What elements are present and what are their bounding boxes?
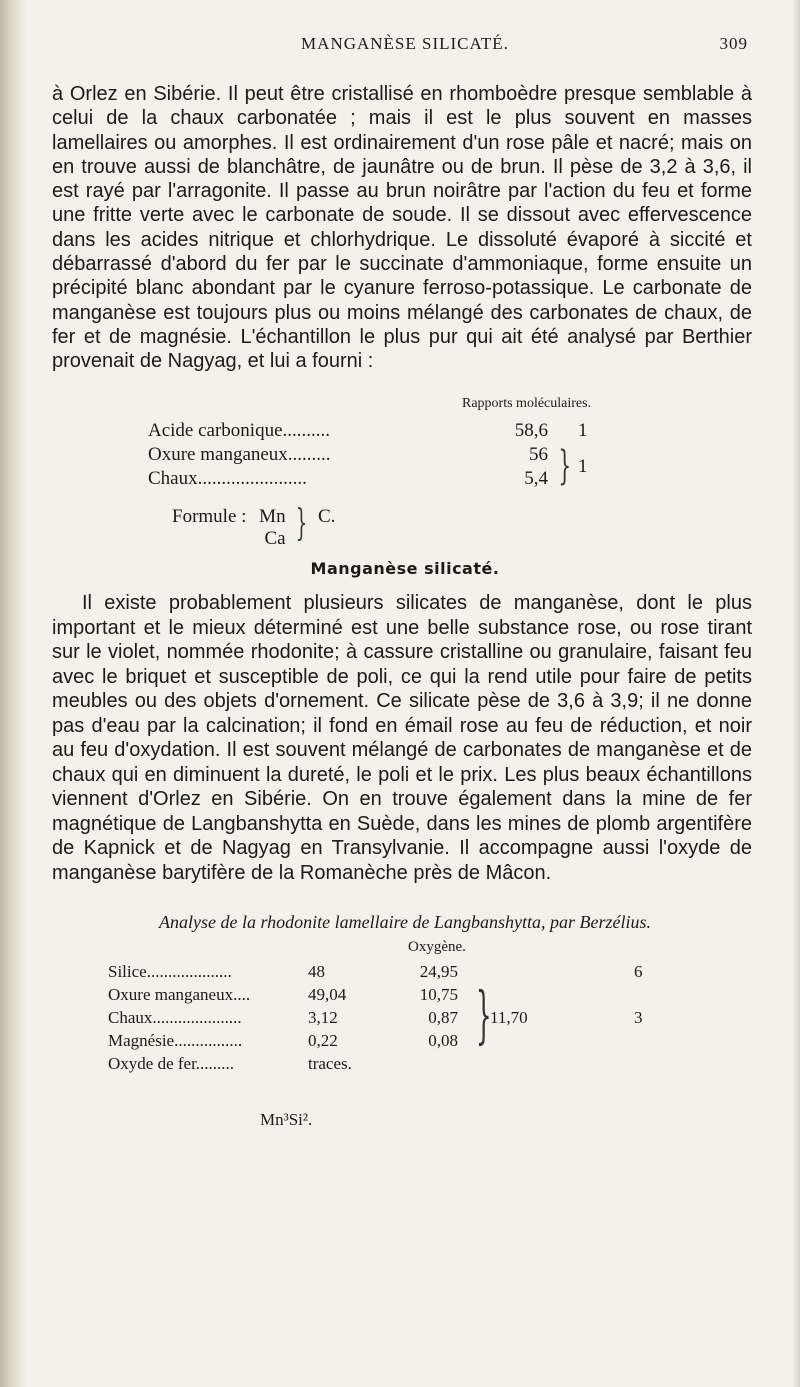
bases-sum: 11,70 [490,1008,528,1027]
molecular-formula [172,503,336,550]
formula-bottom: Ca [264,528,286,549]
analysis-oxygen: 0,87 [428,1008,458,1027]
analysis-value: 0,22 [308,1031,338,1050]
composition-label: Chaux....................... [148,468,307,489]
composition-value: 5,4 [524,468,548,489]
analysis-label: Chaux..................... [108,1008,242,1027]
analysis-value: traces. [308,1054,352,1073]
page-edge-shadow [792,0,800,1387]
intro-paragraph-block [52,82,752,374]
formula-suffix: C. [317,506,336,527]
composition-ratio-shared: 1 [578,456,588,477]
main-paragraph-block [52,591,752,885]
main-paragraph: Il existe probablement plusieurs silicates de manganèse, dont le plus important et le mieux déterminé est une belle substance rose, ou rose tirant sur le violet, nommée rhodonite; à cassure cristalline ou granulaire, faisant feu avec le briquet et susceptible de poli, ce qui la rend utile pour faire de petits meubles ou des objets d'ornement. Ce silicate pèse de 3,6 à 3,9; il ne donne pas d'eau par la calcination; il fond en émail rose au feu de réduction, et noir au feu d'oxydation. Il est souvent mélangé de carbonates de manganèse et de chaux qui en diminuent la dureté, le poli et le prix. Les plus beaux échantillons viennent d'Orlez en Sibérie. On en trouve également dans la mine de fer magnétique de Langbanshytta en Suède, dans les mines de plomb argentifère de Kapnick et de Nagyag en Transylvanie. Il accompagne aussi l'oxyde de manganèse barytifère de la Romanèche près de Mâcon. [52,592,752,884]
composition-label: Oxure manganeux......... [148,444,331,465]
analysis-caption: Analyse de la rhodonite lamellaire de Langbanshytta, par Berzélius. [159,912,651,932]
formula-stack [259,506,285,550]
analysis-value: 3,12 [308,1008,338,1027]
formula-top: Mn [259,506,286,527]
analysis-label: Silice.................... [108,962,232,981]
composition-brace: } [558,443,572,489]
analysis-oxygen: 0,08 [428,1031,458,1050]
analysis-oxygen: 24,95 [419,962,458,981]
composition-column-header: Rapports moléculaires. [462,396,592,411]
composition-ratio: 1 [578,420,588,441]
intro-paragraph: à Orlez en Sibérie. Il peut être cristallisé en rhomboèdre presque semblable à celui de la chaux carbonatée ; mais il est le plus souvent en masses lamellaires ou amorphes. Il est ordinairement d'un rose pâle et nacré; mais on en trouve aussi de blanchâtre, de jaunâtre ou de brun. Il pèse de 3,2 à 3,6, il est rayé par l'arragonite. Il passe au brun noirâtre par l'action du feu et forme une fritte verte avec le carbonate de soude. Il se dissout avec effervescence dans les acides nitrique et chlorhydrique. Le dissoluté évaporé à siccité et débarrassé d'abord du fer par le succinate d'ammoniaque, forme ensuite un précipité blanc abondant par le cyanure ferroso-potassique. Le carbonate de manganèse est toujours plus ou moins mélangé des carbonates de chaux, de fer et de magnésie. L'échantillon le plus pur qui ait été analysé par Berthier provenait de Nagyag, et lui a fourni : [52,83,752,373]
formula-brace: } [296,503,308,544]
formula-prefix: Formule : [172,506,247,527]
running-head [52,34,758,60]
bases-ratio: 3 [634,1008,643,1027]
section-title: Manganèse silicaté. [310,559,500,578]
silice-ratio: 6 [634,962,643,981]
analysis-value: 48 [308,962,325,981]
composition-value: 58,6 [514,420,548,441]
running-title: MANGANÈSE SILICATÉ. [301,34,509,53]
oxygen-column-header: Oxygène. [408,939,466,955]
composition-label: Acide carbonique.......... [148,420,331,441]
analysis-oxygen: 10,75 [419,985,458,1004]
page-number: 309 [719,34,748,53]
bases-brace: } [475,978,492,1051]
composition-value: 56 [529,444,548,465]
final-formula: Mn³Si². [260,1110,313,1129]
analysis-label: Oxyde de fer......... [108,1054,235,1073]
book-binding-shadow [0,0,26,1387]
analysis-label: Magnésie................ [108,1031,243,1050]
analysis-value: 49,04 [308,985,347,1004]
analysis-label: Oxure manganeux.... [108,985,251,1004]
